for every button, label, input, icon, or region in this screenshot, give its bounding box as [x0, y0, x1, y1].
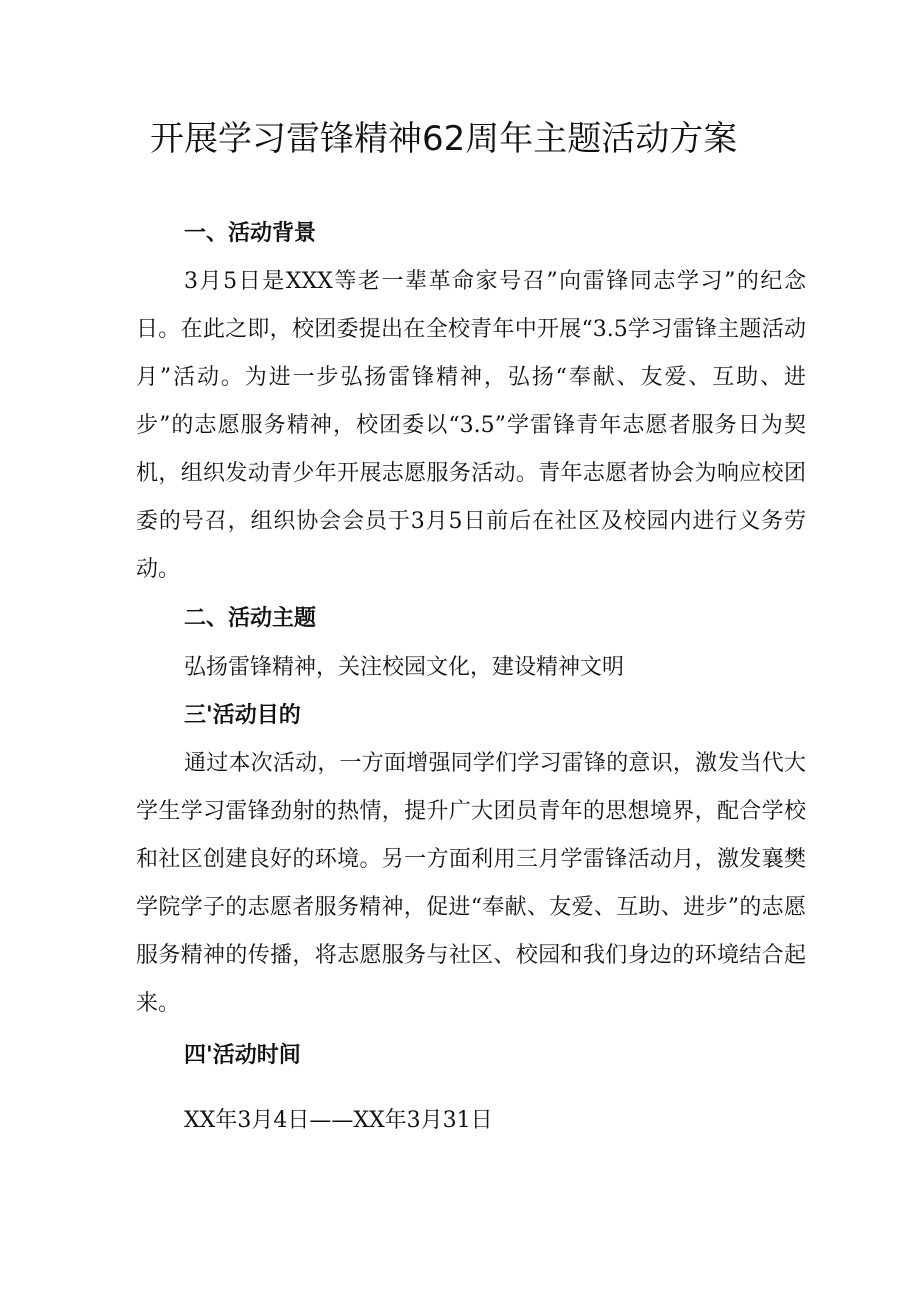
- time-text: XX年3月4日——XX年3月31日: [184, 1108, 493, 1133]
- section-heading-time: 四'活动时间: [184, 1043, 301, 1068]
- section-heading-purpose: 三'活动目的: [184, 703, 301, 728]
- document-title: 开展学习雷锋精神62周年主题活动方案: [150, 119, 738, 159]
- background-paragraph: 3月5日是XXX等老一辈革命家号召”向雷锋同志学习”的纪念日。在此之即，校团委提出在全校青年中开展“3.5学习雷锋主题活动月”活动。为进一步弘扬雷锋精神，弘扬“奉献、友爱、互助、进步”的志愿服务精神，校团委以“3.5”学雷锋青年志愿者服务日为契机，组织发动青少年开展志愿服务活动。青年志愿者协会为响应校团委的号召，组织协会会员于3月5日前后在社区及校园内进行义务劳动。: [136, 269, 806, 582]
- theme-text: 弘扬雷锋精神，关注校园文化，建设精神文明: [184, 655, 625, 680]
- purpose-paragraph: 通过本次活动，一方面增强同学们学习雷锋的意识，激发当代大学生学习雷锋劲射的热情，提升广大团员青年的思想境界，配合学校和社区创建良好的环境。另一方面利用三月学雷锋活动月，激发襄樊学院学子的志愿者服务精神，促进“奉献、友爱、互助、进步”的志愿服务精神的传播，将志愿服务与社区、校园和我们身边的环境结合起来。: [136, 751, 806, 1016]
- section-heading-theme: 二、活动主题: [184, 606, 317, 631]
- section-heading-background: 一、活动背景: [184, 221, 317, 246]
